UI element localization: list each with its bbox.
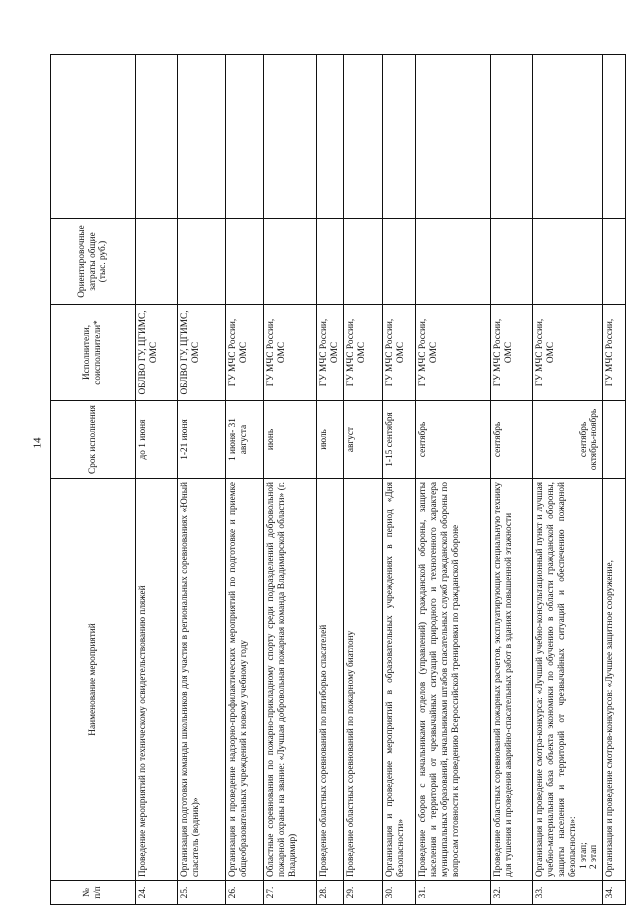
row-event: Проведение мероприятий по техническому освидетельствованию пляжей bbox=[136, 479, 178, 881]
row-executors: ОБЛВО ГУ, ЦГИМС, ОМС bbox=[178, 305, 226, 401]
row-cost bbox=[344, 219, 383, 305]
row-deadline: 1-15 сентября bbox=[383, 401, 416, 479]
row-num: 24. bbox=[136, 881, 178, 905]
row-extra bbox=[533, 55, 603, 219]
row-executors: ГУ МЧС России, ОМС bbox=[416, 305, 491, 401]
table-row bbox=[317, 55, 344, 905]
row-deadline: сентябрь bbox=[416, 401, 491, 479]
row-event: Проведение областных соревнований пожарных расчетов, эксплуатирующих специальную технику для тушения и проведения аварийно-спасательных работ в зданиях повышенной этажности bbox=[491, 479, 533, 881]
row-event: Проведение сборов с начальниками отделов (управлений) гражданской обороны, защиты населения и территорий от чрезвычайных ситуаций природного и техногенного характера муниципальных образований, начальниками штабов спасательных служб гражданской обороны по вопросам готовности к проведению Всероссийской тренировки по гражданской обороне bbox=[416, 479, 491, 881]
row-executors: ГУ МЧС России, ОМС bbox=[491, 305, 533, 401]
row-deadline: сентябрь bbox=[491, 401, 533, 479]
page-number: 14 bbox=[31, 437, 44, 449]
row-deadline-text: сентябрь октябрь-ноябрь bbox=[578, 408, 600, 471]
row-event: Областные соревнования по пожарно-прикладному спорту среди подразделений добровольной пожарной охраны на звание: «Лучшая добровольная пожарная команда Владимирской области» (г. Владимир) bbox=[264, 479, 317, 881]
row-event: Организация подготовки команды школьников для участия в региональных соревнованиях «Юный спасатель (водник)» bbox=[178, 479, 226, 881]
row-executors: ГУ МЧС России, ОМС bbox=[264, 305, 317, 401]
row-extra bbox=[317, 55, 344, 219]
table-row bbox=[264, 55, 317, 905]
row-executors: ГУ МЧС России, bbox=[603, 305, 626, 401]
row-extra bbox=[178, 55, 226, 219]
row-num: 32. bbox=[491, 881, 533, 905]
row-num: 30. bbox=[383, 881, 416, 905]
row-num: 25. bbox=[178, 881, 226, 905]
events-table-sheet bbox=[50, 55, 616, 905]
row-num: 33. bbox=[533, 881, 603, 905]
header-cost: Ориентировочные затраты общие (тыс. руб.) bbox=[51, 219, 136, 305]
row-deadline: 1-21 июня bbox=[178, 401, 226, 479]
row-executors: ГУ МЧС России, ОМС bbox=[317, 305, 344, 401]
row-event: Организация и проведение надзорно-профилактических мероприятий по подготовке и приемке общеобразовательных учреждений к новому учебному году bbox=[226, 479, 264, 881]
row-executors: ГУ МЧС России, ОМС bbox=[344, 305, 383, 401]
header-deadline: Срок исполнения bbox=[51, 401, 136, 479]
row-cost bbox=[533, 219, 603, 305]
row-num: 26. bbox=[226, 881, 264, 905]
header-executors: Исполнители, соисполнители* bbox=[51, 305, 136, 401]
row-extra bbox=[383, 55, 416, 219]
row-event bbox=[533, 479, 603, 881]
row-cost bbox=[317, 219, 344, 305]
row-event-text: Организация и проведение смотра-конкурса: «Лучший учебно-консультационный пункт и лучшая учебно-материальная база объекта экономики по обучению в области гражданской обороны, защиты населения и территорий от чрезвычайных ситуаций и обеспечению пожарной безопасности»: bbox=[535, 482, 578, 877]
row-extra bbox=[416, 55, 491, 219]
row-num: 29. bbox=[344, 881, 383, 905]
row-deadline: до 1 июня bbox=[136, 401, 178, 479]
row-cost bbox=[491, 219, 533, 305]
table-row bbox=[226, 55, 264, 905]
row-deadline bbox=[533, 401, 603, 479]
row-cost bbox=[416, 219, 491, 305]
row-num: 34. bbox=[603, 881, 626, 905]
events-table bbox=[50, 54, 626, 905]
row-deadline bbox=[603, 401, 626, 479]
table-header-row bbox=[51, 55, 136, 905]
row-cost bbox=[136, 219, 178, 305]
row-num: 27. bbox=[264, 881, 317, 905]
row-cost bbox=[226, 219, 264, 305]
row-event: Организация и проведение смотров-конкурсов: «Лучшее защитное сооружение, bbox=[603, 479, 626, 881]
table-row bbox=[383, 55, 416, 905]
row-deadline: август bbox=[344, 401, 383, 479]
table-row bbox=[491, 55, 533, 905]
row-cost bbox=[603, 219, 626, 305]
row-extra bbox=[264, 55, 317, 219]
stage-2: 2 этап bbox=[589, 844, 600, 869]
row-extra bbox=[226, 55, 264, 219]
row-cost bbox=[178, 219, 226, 305]
row-deadline: июнь bbox=[264, 401, 317, 479]
row-num: 31. bbox=[416, 881, 491, 905]
row-event: Организация и проведение мероприятий в образовательных учреждениях в период «Дня безопасности» bbox=[383, 479, 416, 881]
row-num: 28. bbox=[317, 881, 344, 905]
header-num: № п/п bbox=[51, 881, 136, 905]
header-extra bbox=[51, 55, 136, 219]
row-executors: ГУ МЧС России, ОМС bbox=[533, 305, 603, 401]
table-row bbox=[416, 55, 491, 905]
row-deadline: 1 июня- 31 августа bbox=[226, 401, 264, 479]
row-cost bbox=[383, 219, 416, 305]
table-row bbox=[603, 55, 626, 905]
header-event: Наименование мероприятий bbox=[51, 479, 136, 881]
row-extra bbox=[603, 55, 626, 219]
stage-1: 1 этап; bbox=[578, 842, 589, 869]
table-row bbox=[344, 55, 383, 905]
table-row bbox=[178, 55, 226, 905]
row-extra bbox=[491, 55, 533, 219]
table-row bbox=[136, 55, 178, 905]
row-executors: ГУ МЧС России, ОМС bbox=[383, 305, 416, 401]
row-deadline: июль bbox=[317, 401, 344, 479]
row-event: Проведение областных соревнований по пятиборью спасателей bbox=[317, 479, 344, 881]
row-extra bbox=[136, 55, 178, 219]
table-row bbox=[533, 55, 603, 905]
row-cost bbox=[264, 219, 317, 305]
row-executors: ОБЛВО ГУ, ЦГИМС, ОМС bbox=[136, 305, 178, 401]
row-extra bbox=[344, 55, 383, 219]
row-event: Проведение областных соревнований по пожарному биатлону bbox=[344, 479, 383, 881]
row-executors: ГУ МЧС России, ОМС bbox=[226, 305, 264, 401]
